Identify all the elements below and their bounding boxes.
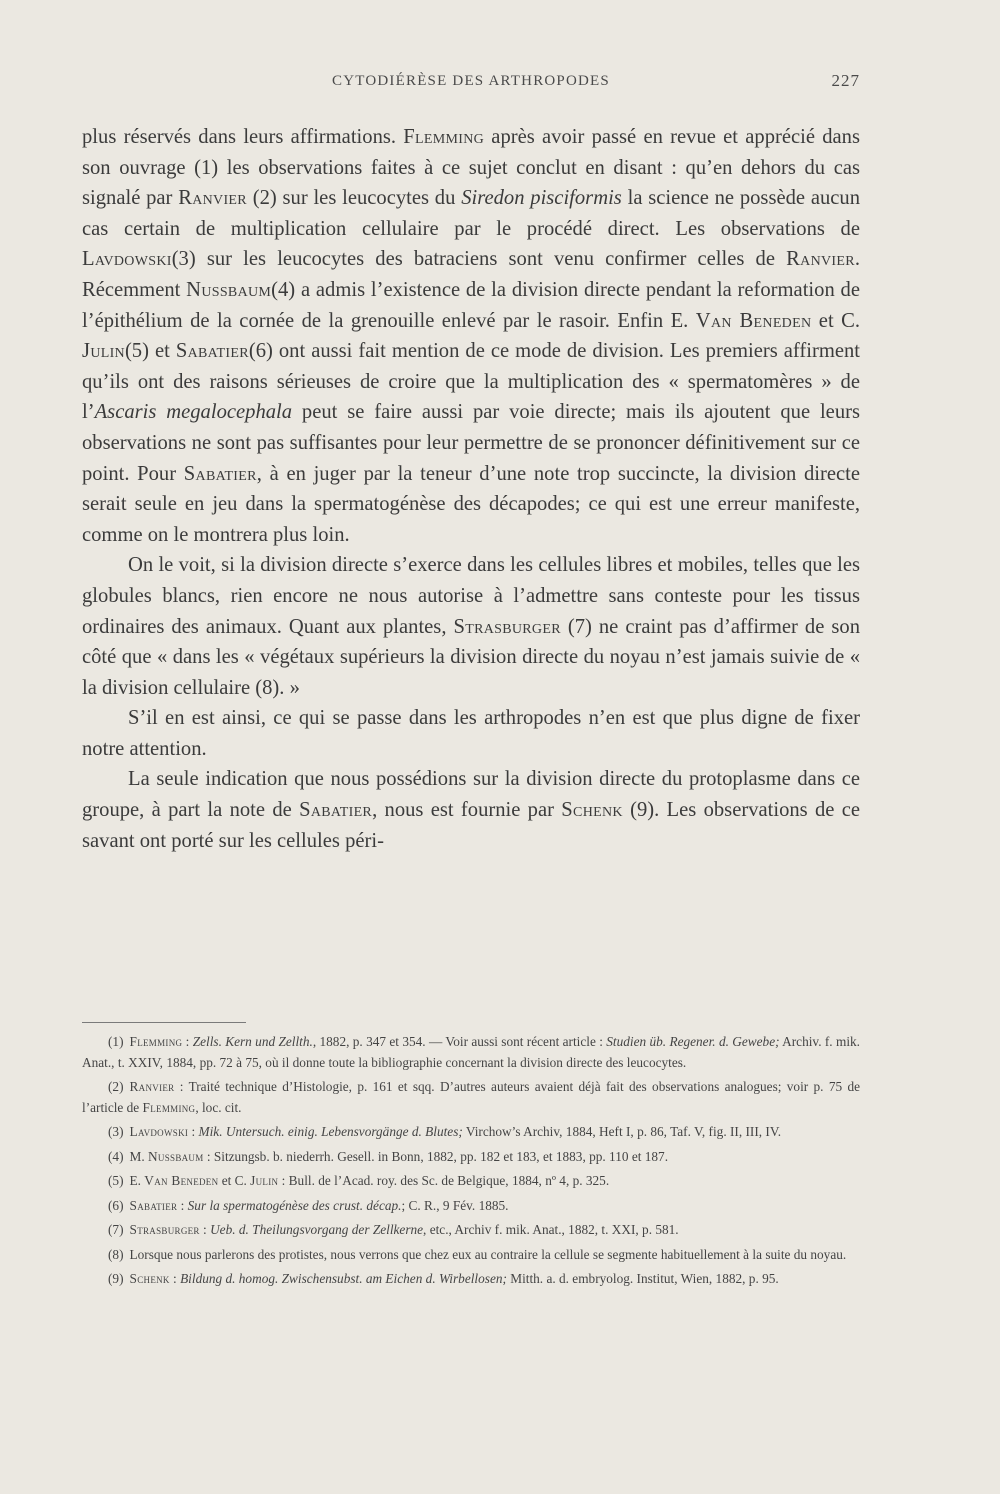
text-run: (5) et [124, 340, 176, 363]
footnote-5 [82, 1171, 860, 1192]
text-run: : [177, 1197, 188, 1213]
paragraph-4 [82, 764, 860, 856]
author-name: Schenk [561, 799, 623, 822]
text-run: (7) ne craint pas d’affirmer de son côté que « dans les « végétaux supérieurs la division directe du noyau n’est jamais suivie de « la division cellulaire (8). » [82, 615, 860, 699]
species-name: Ascaris megalocephala [94, 401, 293, 424]
page-number: 227 [831, 71, 860, 90]
author-name: Lavdowski [82, 248, 172, 271]
text-run: : [188, 1124, 199, 1139]
footnote-3 [82, 1122, 860, 1143]
running-title: CYTODIÉRÈSE DES ARTHROPODES [332, 73, 610, 89]
footnote-8 [82, 1245, 860, 1266]
footnotes [82, 1032, 860, 1294]
author-name: Nussbaum [148, 1148, 204, 1164]
text-run: : [169, 1271, 181, 1286]
work-title: Studien üb. Regener. d. Gewebe; [606, 1034, 780, 1049]
text-run: , nous est fournie par [372, 799, 562, 822]
text-run: : [199, 1222, 211, 1237]
work-title: Zells. Kern und Zellth. [192, 1034, 313, 1049]
footnote-mark: (3) [108, 1124, 124, 1139]
text-run: (9). Les observations de ce savant ont porté sur les cellules péri- [82, 799, 861, 852]
work-title: Sur la spermatogénèse des crust. décap. [187, 1197, 402, 1213]
text-run: On le voit, si la division directe s’exerce dans les cellules libres et mobiles, telles que les globules blancs, rien encore ne nous autorise à l’admettre sans conteste pour les tissus ordinaires des animaux. Quant aux plantes, [82, 554, 860, 638]
text-run: : [182, 1034, 193, 1049]
text-run: Lorsque nous parlerons des protistes, nous verrons que chez eux au contraire la cellule se segmente habituellement à la suite du noyau. [129, 1246, 847, 1262]
text-run: , etc., Archiv f. mik. Anat., 1882, t. XXI, p. 581. [423, 1222, 679, 1237]
text-run: ; C. R., 9 Fév. 1885. [401, 1197, 509, 1213]
footnote-4 [82, 1147, 860, 1168]
text-run: , 1882, p. 347 et 354. — Voir aussi sont récent article : [312, 1034, 607, 1049]
text-run: après avoir passé en revue et apprécié dans son ouvrage (1) les observations faites à ce sujet conclut en disant : qu’en dehors du cas signalé par [82, 126, 860, 210]
text-run: Archiv. f. mik. Anat., t. XXIV, 1884, pp. 72 à 75, où il donne toute la bibliographie concernant la division directe des leucocytes. [82, 1034, 860, 1070]
text-run: . Récemment [82, 248, 860, 301]
text-run: et C. [218, 1173, 251, 1188]
running-header [82, 73, 860, 97]
author-name: Julin [82, 340, 125, 363]
footnote-separator [82, 1022, 246, 1023]
author-name: Sabatier [183, 462, 257, 485]
footnote-7 [82, 1220, 860, 1241]
text-run: (4) a admis l’existence de la division directe pendant la reformation de l’épithélium de la cornée de la grenouille enlevé par le rasoir. Enfin E. [82, 278, 860, 332]
footnote-mark: (1) [108, 1034, 124, 1049]
paragraph-3: S’il en est ainsi, ce qui se passe dans les arthropodes n’en est que plus digne de fixer notre attention. [82, 707, 860, 760]
footnote-mark: (9) [108, 1271, 124, 1286]
text-run: Virchow’s Archiv, 1884, Heft I, p. 86, Taf. V, fig. II, III, IV. [462, 1124, 782, 1139]
text-run: la science ne possède aucun cas certain de multiplication cellulaire par le procédé direct. Les observations de [82, 187, 860, 240]
footnote-1 [82, 1032, 860, 1073]
work-title: Bildung d. homog. Zwischensubst. am Eichen d. Wirbellosen; [180, 1271, 507, 1286]
text-run: (6) ont aussi fait mention de ce mode de division. Les premiers affirment qu’ils ont des raisons sérieuses de croire que la multiplication des « spermatomères » de l’ [82, 340, 860, 424]
footnote-9 [82, 1269, 860, 1290]
text-run: , loc. cit. [195, 1099, 242, 1115]
footnote-mark: (4) [108, 1148, 124, 1164]
paragraph-2 [82, 550, 860, 703]
work-title: Ueb. d. Theilungsvorgang der Zellkerne [210, 1222, 424, 1237]
text-run: (3) sur les leucocytes des batraciens sont venu confirmer celles de [171, 248, 787, 271]
work-title: Mik. Untersuch. einig. Lebensvorgänge d. Blutes; [198, 1124, 463, 1139]
footnote-mark: (8) [108, 1246, 124, 1262]
text-run: : Bull. de l’Acad. roy. des Sc. de Belgique, 1884, nº 4, p. 325. [278, 1173, 610, 1188]
author-name: Van Beneden [695, 309, 812, 332]
author-name: Flemming [129, 1034, 183, 1049]
author-name: Sabatier [299, 799, 373, 822]
footnote-mark: (6) [108, 1197, 124, 1213]
author-name: Flemming [142, 1099, 196, 1115]
footnote-mark: (5) [108, 1173, 124, 1188]
author-name: Flemming [403, 126, 485, 148]
author-name: Schenk [129, 1271, 170, 1286]
author-name: Strasburger [453, 615, 561, 638]
text-run: : Traité technique d’Histologie, p. 161 et sqq. D’autres auteurs avaient déjà fait des observations analogues; voir p. 75 de l’article de [82, 1079, 860, 1115]
author-name: Julin [250, 1173, 279, 1188]
text-run: M. [129, 1148, 148, 1164]
species-name: Siredon pisciformis [461, 187, 622, 210]
text-run: Mitth. a. d. embryolog. Institut, Wien, 1882, p. 95. [506, 1271, 779, 1286]
body-text [82, 122, 860, 856]
text-run: : Sitzungsb. b. niederrh. Gesell. in Bonn, 1882, pp. 182 et 183, et 1883, pp. 110 et 187. [203, 1148, 669, 1164]
text-run: , à en juger par la teneur d’une note trop succincte, la division directe serait seule en jeu dans la spermatogénèse des décapodes; ce qui est une erreur manifeste, comme on le montrera plus loin. [82, 462, 861, 546]
footnote-6 [82, 1196, 860, 1217]
author-name: Ranvier [129, 1079, 175, 1094]
author-name: Ranvier [178, 187, 247, 210]
text-run: E. [129, 1173, 145, 1188]
text-run: (2) sur les leucocytes du [246, 187, 462, 210]
footnote-mark: (2) [108, 1079, 124, 1094]
paragraph-1 [82, 122, 860, 550]
author-name: Van Beneden [144, 1173, 219, 1188]
author-name: Strasburger [129, 1222, 200, 1237]
author-name: Sabatier [175, 340, 249, 363]
text-run: peut se faire aussi par voie directe; mais ils ajoutent que leurs observations ne sont pas suffisantes pour leur permettre de se prononcer définitivement sur ce point. Pour [82, 401, 860, 485]
footnote-2 [82, 1077, 860, 1118]
text-run: et C. [811, 309, 861, 332]
text-run: plus réservés dans leurs affirmations. [82, 126, 404, 148]
footnote-mark: (7) [108, 1222, 124, 1237]
author-name: Ranvier [786, 248, 855, 271]
text-run: La seule indication que nous possédions sur la division directe du protoplasme dans ce groupe, à part la note de [82, 768, 860, 822]
author-name: Lavdowski [129, 1124, 189, 1139]
author-name: Sabatier [129, 1197, 178, 1213]
author-name: Nussbaum [186, 278, 272, 301]
